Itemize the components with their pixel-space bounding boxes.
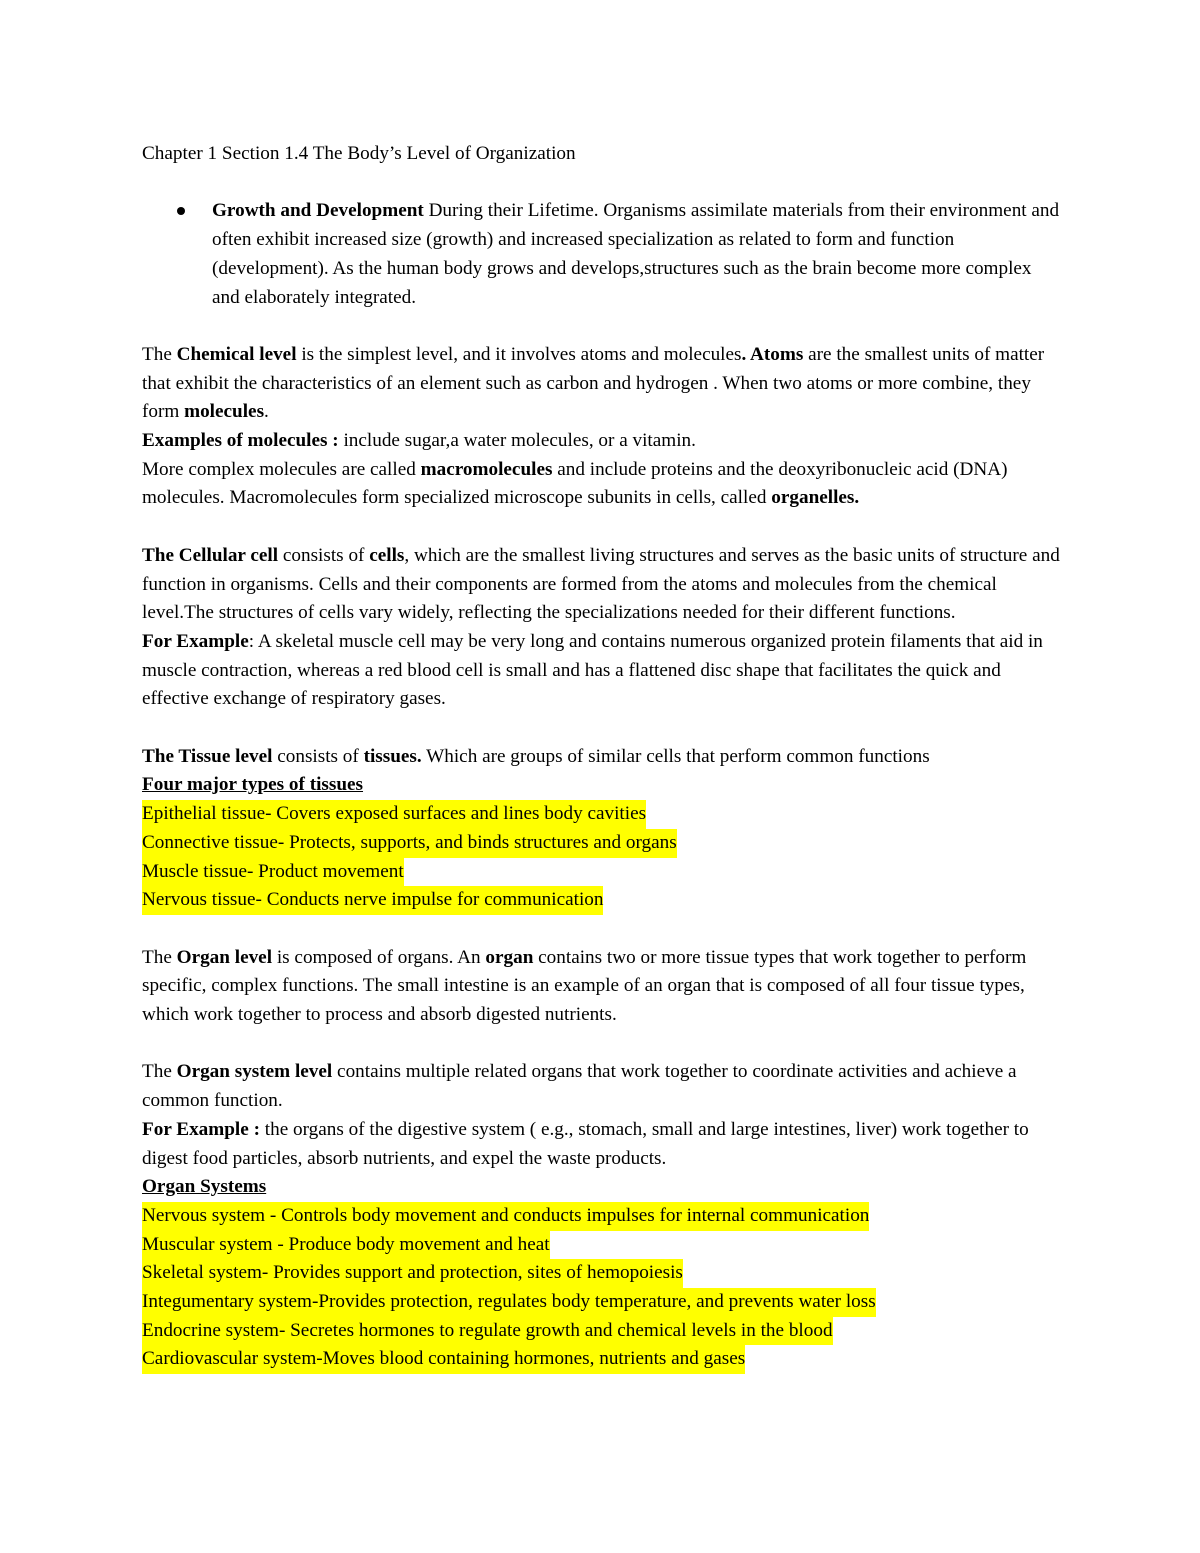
growth-text: During their Lifetime. Organisms assimilate materials from their environment and often exhibit increased size (growth) and increased specialization as related to form and function (development). As the human body grows and develops,structures such as the brain become more complex and elaborately integrated.	[212, 200, 1060, 308]
organ-level-term: Organ level	[176, 946, 273, 968]
tissue-types-heading	[142, 771, 1062, 800]
text-run: the organs of the digestive system ( e.g., stomach, small and large intestines, liver) work together to digest food particles, absorb nutrients, and expel the waste products.	[142, 1118, 1029, 1169]
organ-system-example	[142, 1116, 1062, 1173]
text-run: Which are groups of similar cells that perform common functions	[421, 745, 930, 767]
spacer	[142, 513, 1062, 542]
organ-system-item	[142, 1231, 1062, 1260]
molecules-examples	[142, 427, 1062, 456]
example-label: For Example :	[142, 1118, 260, 1140]
heading-text: Organ Systems	[142, 1176, 267, 1198]
highlighted-text: Integumentary system-Provides protection, regulates body temperature, and prevents water loss	[142, 1288, 876, 1317]
cellular-paragraph	[142, 542, 1062, 628]
molecules-term: molecules	[184, 401, 265, 423]
text-run: consists of	[272, 745, 364, 767]
chemical-paragraph	[142, 341, 1062, 427]
bullet-icon	[177, 207, 185, 215]
highlighted-text: Endocrine system- Secretes hormones to regulate growth and chemical levels in the blood	[142, 1317, 833, 1346]
list-item-growth	[142, 197, 1062, 312]
tissue-term: The Tissue level	[142, 745, 273, 767]
tissue-type-item	[142, 829, 1062, 858]
text-run: More complex molecules are called	[142, 458, 421, 480]
page-title: Chapter 1 Section 1.4 The Body’s Level of Organization	[142, 143, 576, 164]
organ-system-item	[142, 1288, 1062, 1317]
text-run: contains multiple related organs that work together to coordinate activities and achieve a common function.	[142, 1061, 1017, 1112]
cellular-term: The Cellular cell	[142, 544, 279, 566]
text-run: contains two or more tissue types that work together to perform specific, complex functions. The small intestine is an example of an organ that is composed of all four tissue types, which work together to process and absorb digested nutrients.	[142, 946, 1027, 1026]
document-body	[142, 140, 1062, 1374]
organ-system-term: Organ system level	[176, 1061, 333, 1083]
growth-term: Growth and Development	[212, 200, 424, 222]
tissue-type-item	[142, 858, 1062, 887]
cells-term: cells	[369, 544, 405, 566]
organ-system-paragraph	[142, 1058, 1062, 1115]
text-run: are the smallest units of matter that exhibit the characteristics of an element such as carbon and hydrogen . When two atoms or more combine, they form	[142, 343, 1045, 423]
text-run: The	[142, 946, 177, 968]
cellular-example	[142, 628, 1062, 714]
organ-systems-heading	[142, 1173, 1062, 1202]
highlighted-text: Cardiovascular system-Moves blood containing hormones, nutrients and gases	[142, 1345, 745, 1374]
tissue-type-item	[142, 886, 1062, 915]
examples-label: Examples of molecules :	[142, 430, 339, 451]
tissue-type-item	[142, 800, 1062, 829]
spacer	[142, 169, 1062, 198]
organelles-term: organelles.	[771, 487, 860, 509]
organ-paragraph	[142, 944, 1062, 1030]
text-run: : A skeletal muscle cell may be very long and contains numerous organized protein filaments that aid in muscle contraction, whereas a red blood cell is small and has a flattened disc shape that facilitates the quick and effective exchange of respiratory gases.	[142, 630, 1043, 710]
highlighted-text: Skeletal system- Provides support and protection, sites of hemopoiesis	[142, 1259, 683, 1288]
organ-system-item	[142, 1202, 1062, 1231]
organ-system-item	[142, 1259, 1062, 1288]
spacer	[142, 915, 1062, 944]
highlighted-text: Muscle tissue- Product movement	[142, 858, 404, 887]
text-run: is composed of organs. An	[272, 946, 486, 968]
highlighted-text: Nervous tissue- Conducts nerve impulse for communication	[142, 886, 603, 915]
highlighted-text: Muscular system - Produce body movement and heat	[142, 1231, 550, 1260]
text-run: is the simplest level, and it involves atoms and molecules	[296, 343, 742, 365]
spacer	[142, 1030, 1062, 1059]
example-label: For Example	[142, 630, 249, 652]
organ-system-item	[142, 1345, 1062, 1374]
spacer	[142, 312, 1062, 341]
text-run: consists of	[278, 544, 370, 566]
highlighted-text: Connective tissue- Protects, supports, and binds structures and organs	[142, 829, 677, 858]
text-run: .	[264, 401, 269, 423]
atoms-term: . Atoms	[741, 343, 804, 365]
tissue-paragraph	[142, 743, 1062, 772]
tissues-term: tissues.	[363, 745, 422, 767]
highlighted-text: Nervous system - Controls body movement and conducts impulses for internal communication	[142, 1202, 869, 1231]
text-run: and include proteins and the deoxyribonucleic acid (DNA) molecules. Macromolecules form specialized microscope subunits in cells, called	[142, 458, 1008, 509]
organ-term: organ	[485, 946, 534, 968]
text-run: include sugar,a water molecules, or a vitamin.	[338, 430, 696, 451]
organ-system-item	[142, 1317, 1062, 1346]
spacer	[142, 714, 1062, 743]
chemical-term: Chemical level	[176, 343, 297, 365]
bullet-list	[142, 197, 1062, 312]
macromolecules-term: macromolecules	[420, 458, 553, 480]
text-run: The	[142, 343, 177, 365]
text-run: The	[142, 1061, 177, 1083]
highlighted-text: Epithelial tissue- Covers exposed surfaces and lines body cavities	[142, 800, 646, 829]
text-run: , which are the smallest living structures and serves as the basic units of structure and function in organisms. Cells and their components are formed from the atoms and molecules from the chemical level.The structures of cells vary widely, reflecting the specializations needed for their different functions.	[142, 544, 1060, 624]
heading-text: Four major types of tissues	[142, 774, 364, 796]
macromolecules-paragraph	[142, 456, 1062, 513]
